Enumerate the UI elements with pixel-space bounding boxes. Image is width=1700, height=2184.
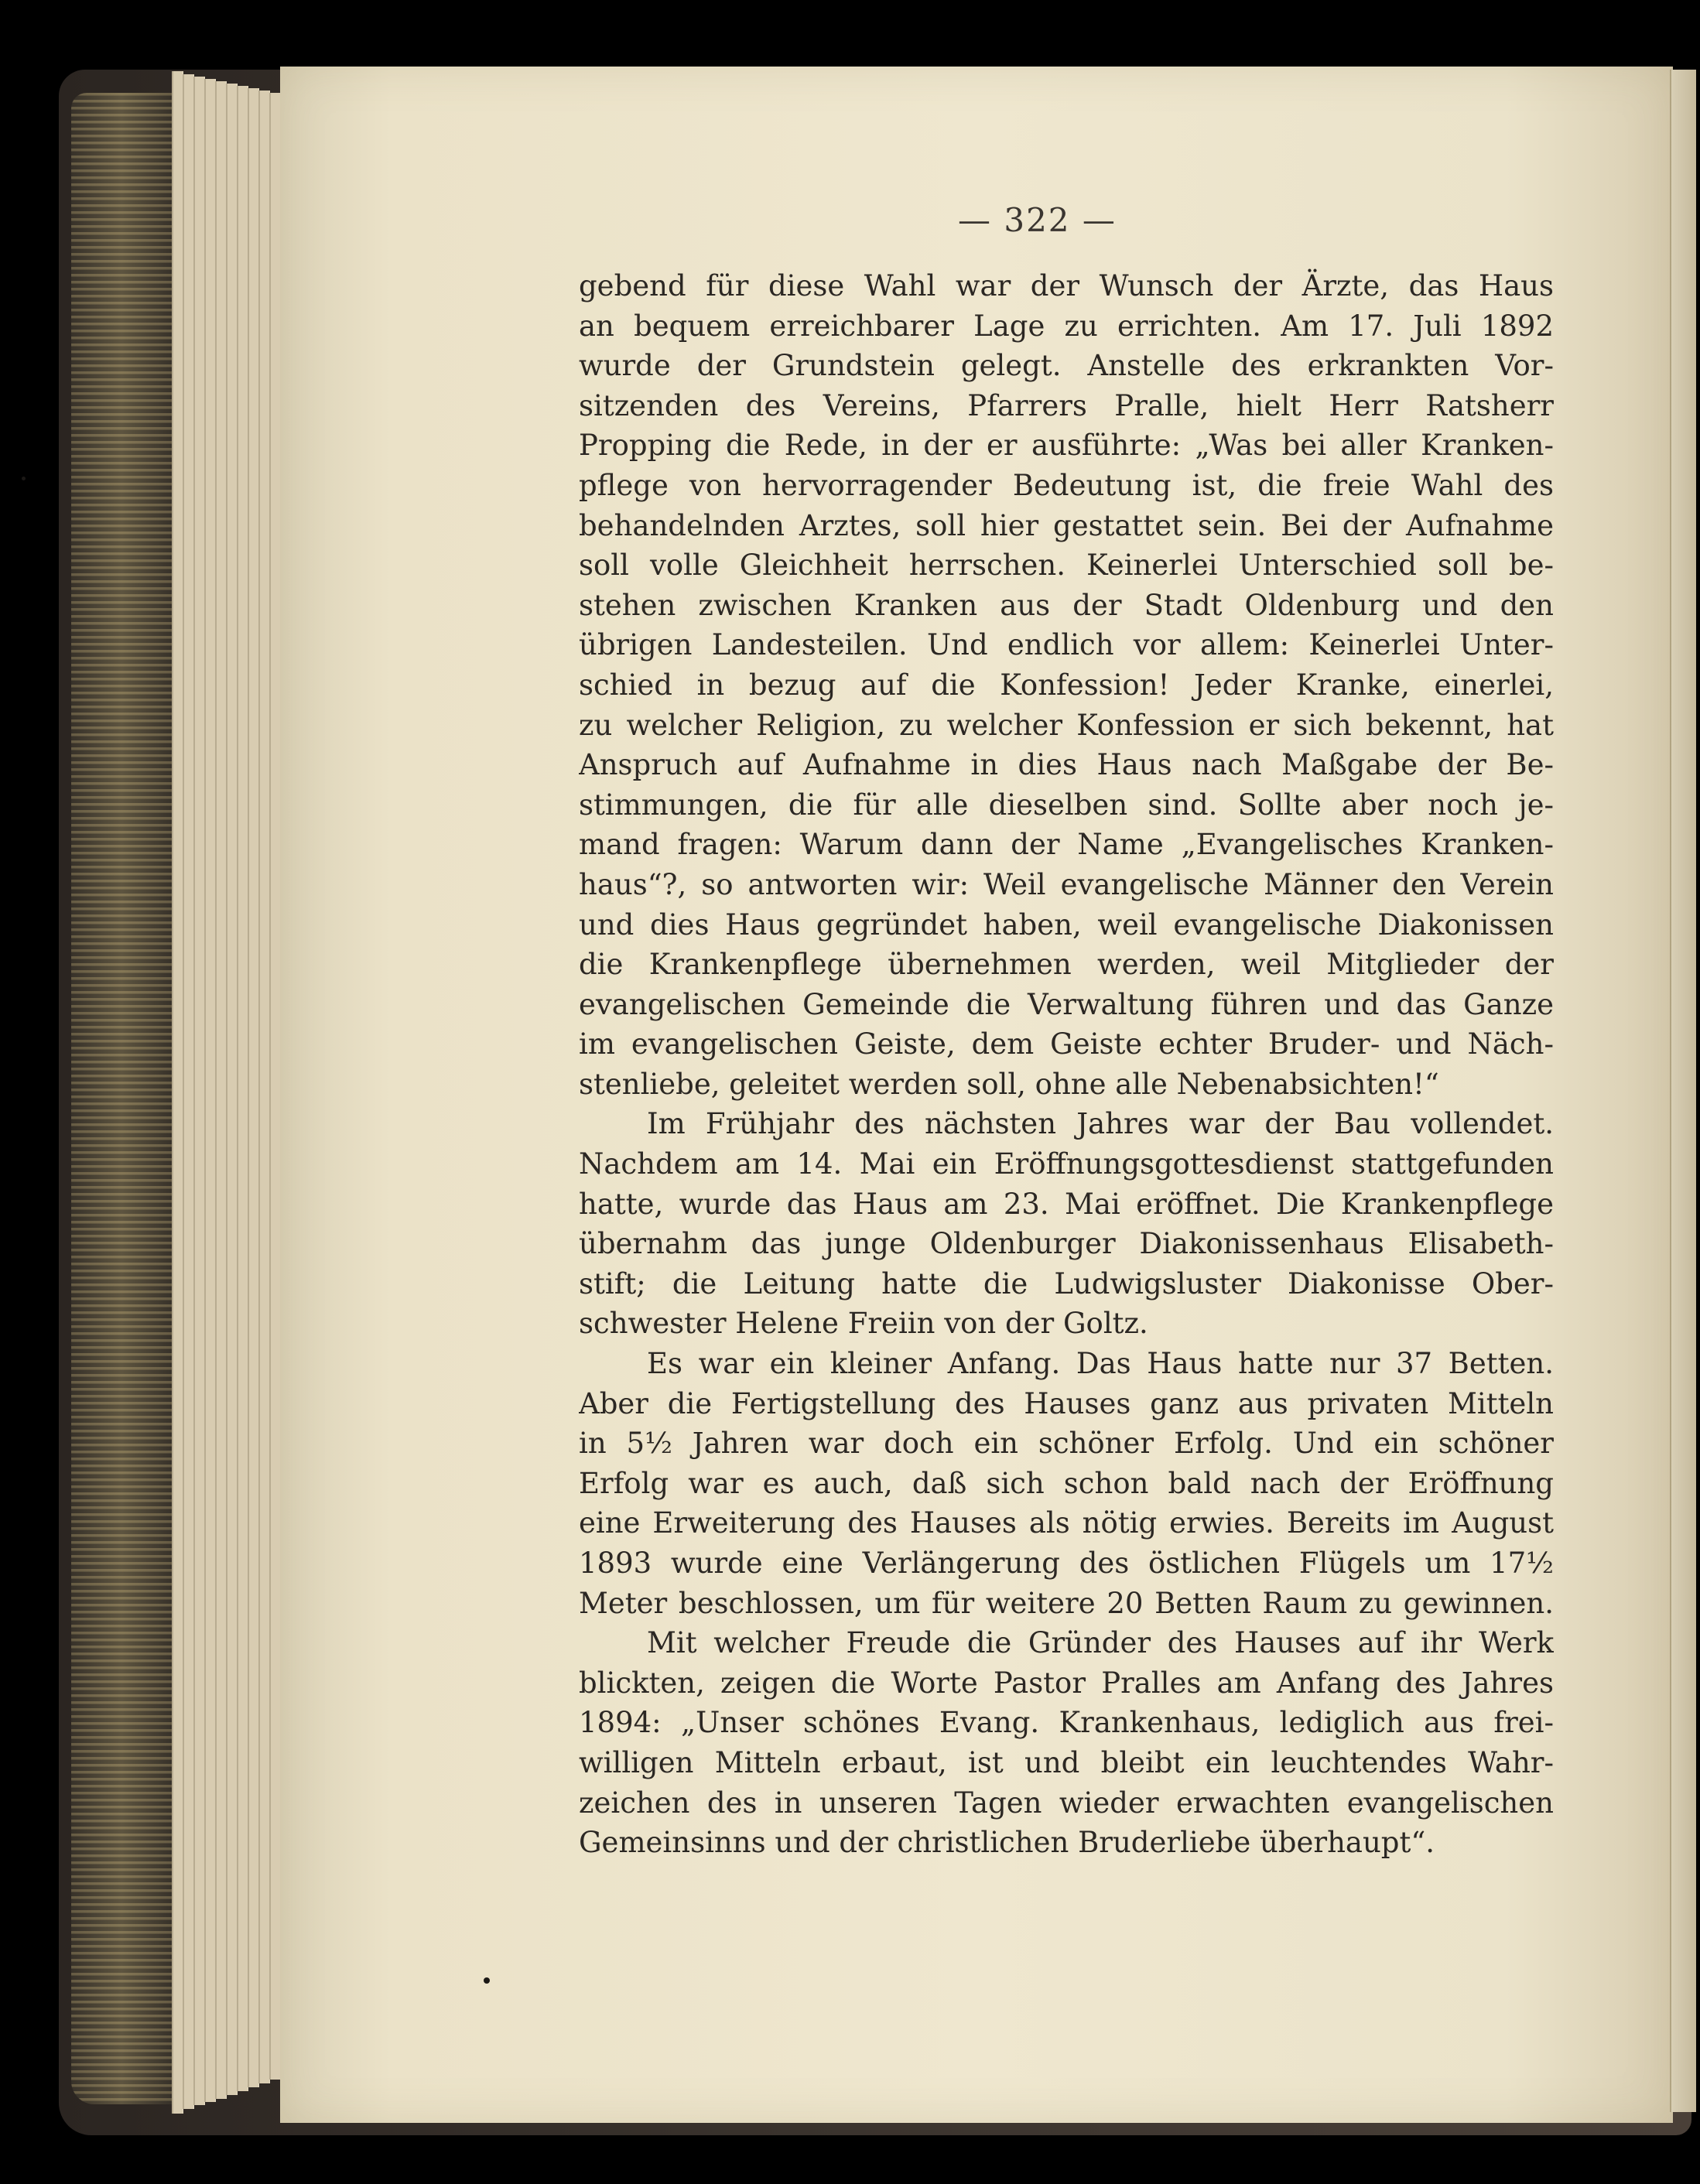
text-line: evangelischen Gemeinde die Verwaltung führen und das Ganze (579, 987, 1554, 1021)
text-line: soll volle Gleichheit herrschen. Keinerlei Unterschied soll be- (579, 549, 1554, 583)
text-line: 1894: „Unser schönes Evang. Krankenhaus, lediglich aus frei- (579, 1706, 1554, 1740)
page-stack-edge (269, 93, 281, 2080)
body-text (579, 266, 1554, 1863)
page-stack-edge (183, 74, 194, 2109)
next-page-edge (1670, 70, 1696, 2112)
text-line: hatte, wurde das Haus am 23. Mai eröffnet. Die Krankenpflege (579, 1187, 1554, 1221)
text-line: Nachdem am 14. Mai ein Eröffnungsgottesdienst stattgefunden (579, 1147, 1554, 1181)
text-line: übernahm das junge Oldenburger Diakonissenhaus Elisabeth- (579, 1227, 1554, 1261)
text-line: gebend für diese Wahl war der Wunsch der Ärzte, das Haus (579, 269, 1554, 302)
text-line: schied in bezug auf die Konfession! Jeder Kranke, einerlei, (579, 668, 1554, 702)
marbled-book-edge (71, 93, 172, 2104)
text-line: Es war ein kleiner Anfang. Das Haus hatte nur 37 Betten. (647, 1347, 1554, 1381)
text-line: stimmungen, die für alle dieselben sind. Sollte aber noch je- (579, 788, 1554, 822)
text-line: stenliebe, geleitet werden soll, ohne alle Nebenabsichten!“ (579, 1067, 1439, 1101)
text-line: willigen Mitteln erbaut, ist und bleibt ein leuchtendes Wahr- (579, 1745, 1554, 1779)
text-line: 1893 wurde eine Verlängerung des östlichen Flügels um 17½ (579, 1547, 1554, 1580)
text-line: Im Frühjahr des nächsten Jahres war der Bau vollendet. (647, 1107, 1554, 1141)
text-line: mand fragen: Warum dann der Name „Evangelisches Kranken- (579, 828, 1554, 862)
text-line: zeichen des in unseren Tagen wieder erwachten evangelischen (579, 1786, 1554, 1820)
text-line: haus“?, so antworten wir: Weil evangelische Männer den Verein (579, 867, 1554, 901)
page-stack-edge (172, 71, 183, 2114)
text-line: behandelnden Arztes, soll hier gestattet sein. Bei der Aufnahme (579, 508, 1554, 542)
text-line: übrigen Landesteilen. Und endlich vor allem: Keinerlei Unter- (579, 628, 1554, 662)
text-line: pflege von hervorragender Bedeutung ist, die freie Wahl des (579, 468, 1554, 502)
text-line: eine Erweiterung des Hauses als nötig erwies. Bereits im August (579, 1506, 1554, 1540)
text-line: wurde der Grundstein gelegt. Anstelle des erkrankten Vor- (579, 349, 1554, 383)
text-line: sitzenden des Vereins, Pfarrers Pralle, hielt Herr Ratsherr (579, 388, 1554, 422)
text-line: die Krankenpflege übernehmen werden, weil Mitglieder der (579, 948, 1554, 982)
text-line: schwester Helene Freiin von der Goltz. (579, 1307, 1148, 1341)
text-line: an bequem erreichbarer Lage zu errichten. Am 17. Juli 1892 (579, 309, 1554, 343)
text-line: in 5½ Jahren war doch ein schöner Erfolg. Und ein schöner (579, 1427, 1554, 1461)
text-line: Gemeinsinns und der christlichen Bruderliebe überhaupt“. (579, 1826, 1435, 1860)
text-line: blickten, zeigen die Worte Pastor Pralles am Anfang des Jahres (579, 1666, 1554, 1700)
text-line: Mit welcher Freude die Gründer des Hauses auf ihr Werk (647, 1626, 1554, 1660)
page-stack-edge (215, 81, 227, 2099)
text-line: stift; die Leitung hatte die Ludwigsluster Diakonisse Ober- (579, 1266, 1554, 1300)
text-line: Anspruch auf Aufnahme in dies Haus nach Maßgabe der Be- (579, 748, 1554, 782)
page-stack-edge (226, 84, 238, 2095)
page-number: — 322 — (958, 201, 1117, 239)
text-line: und dies Haus gegründet haben, weil evangelische Diakonissen (579, 907, 1554, 942)
text-line: Propping die Rede, in der er ausführte: „Was bei aller Kranken- (579, 429, 1554, 463)
text-line: Aber die Fertigstellung des Hauses ganz aus privaten Mitteln (579, 1386, 1554, 1420)
ink-speck (484, 1977, 490, 1984)
page-stack-edge (237, 86, 248, 2091)
ink-speck (22, 477, 26, 480)
page-stack-edge (258, 91, 270, 2083)
text-line: Meter beschlossen, um für weitere 20 Betten Raum zu gewinnen. (579, 1586, 1554, 1620)
text-line: zu welcher Religion, zu welcher Konfession er sich bekennt, hat (579, 708, 1554, 742)
page-stack-edge (193, 77, 205, 2105)
page-stack-edge (204, 79, 216, 2102)
text-line: im evangelischen Geiste, dem Geiste echter Bruder- und Näch- (579, 1027, 1554, 1061)
text-line: Erfolg war es auch, daß sich schon bald nach der Eröffnung (579, 1466, 1554, 1500)
page-stack-edge (248, 88, 259, 2087)
text-line: stehen zwischen Kranken aus der Stadt Oldenburg und den (579, 588, 1554, 622)
